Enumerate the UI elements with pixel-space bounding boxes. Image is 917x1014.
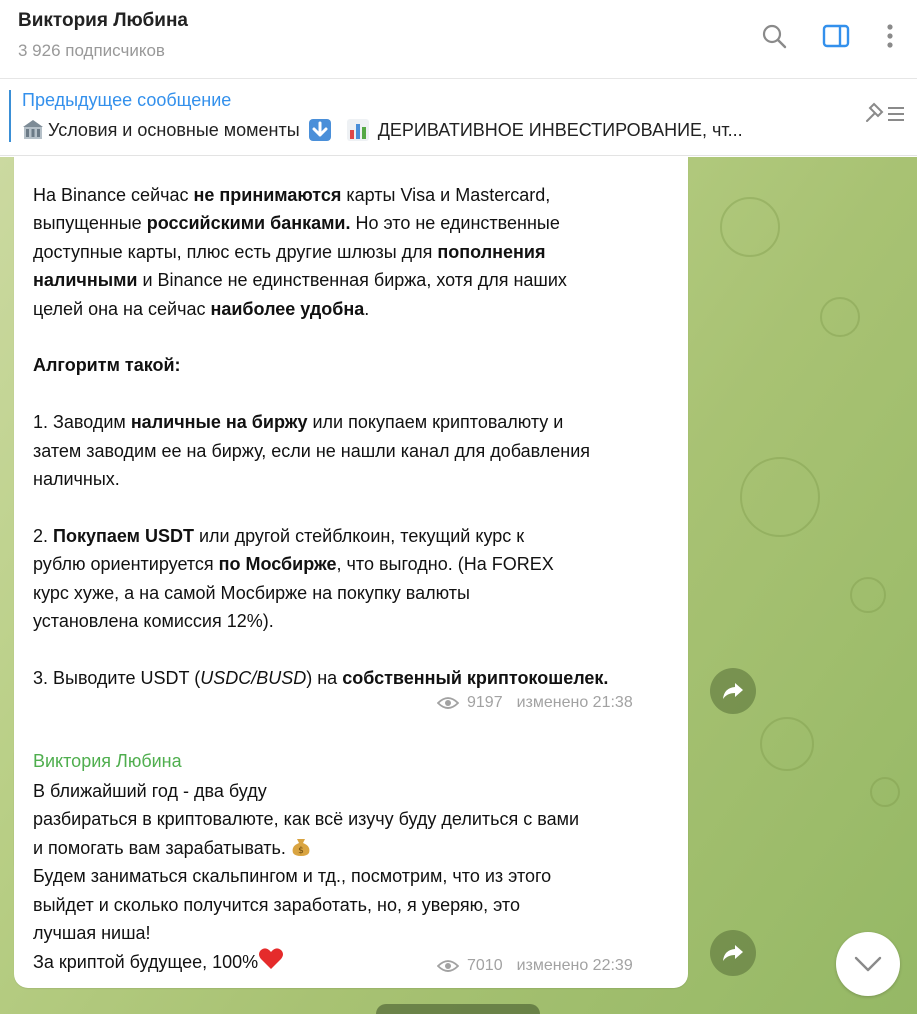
text-segment: Будем заниматься скальпингом и тд., посмотрим, что из этого bbox=[33, 866, 552, 887]
text-segment: или другой стейблкоин, текущий курс к bbox=[193, 525, 525, 546]
text-segment: За криптой будущее, 100% bbox=[33, 952, 259, 973]
message-text bbox=[33, 777, 579, 977]
message-line bbox=[33, 522, 608, 550]
sidebar-toggle-icon bbox=[822, 24, 850, 48]
bold-text: по Мосбирже bbox=[218, 554, 337, 575]
channel-title[interactable]: Виктория Любина bbox=[18, 10, 188, 31]
text-segment: лучшая ниша! bbox=[33, 923, 151, 944]
text-segment: карты Visa и Mastercard, bbox=[341, 185, 551, 205]
search-button[interactable] bbox=[756, 18, 792, 54]
text-segment: выпущенные bbox=[33, 213, 147, 234]
bold-text: наличные на биржу bbox=[130, 412, 308, 433]
pin-list-icon[interactable] bbox=[864, 100, 908, 128]
bold-text: наиболее удобна bbox=[210, 298, 365, 319]
message-line bbox=[33, 437, 608, 465]
message-line bbox=[33, 891, 579, 919]
scroll-to-bottom-button[interactable] bbox=[836, 932, 900, 996]
more-menu-button[interactable] bbox=[872, 18, 908, 54]
message-line bbox=[33, 209, 608, 237]
message-line bbox=[33, 295, 608, 323]
message-line bbox=[33, 777, 579, 805]
text-segment: рублю ориентируется bbox=[33, 554, 219, 575]
wallpaper-doodle bbox=[850, 577, 886, 613]
message-meta bbox=[437, 694, 633, 712]
text-segment: . bbox=[364, 298, 370, 319]
text-segment: доступные карты, плюс есть другие шлюзы для bbox=[33, 241, 438, 262]
edited-time: изменено 22:39 bbox=[516, 957, 633, 974]
message-line bbox=[33, 351, 608, 379]
red-heart-emoji-icon bbox=[258, 947, 284, 971]
wallpaper-doodle bbox=[820, 297, 860, 337]
wallpaper-doodle bbox=[740, 457, 820, 537]
text-segment: и Binance не единственная биржа, хотя для наших bbox=[137, 270, 567, 291]
message-text bbox=[33, 181, 608, 692]
bold-text: собственный криптокошелек. bbox=[342, 667, 609, 688]
blank-line bbox=[33, 636, 608, 664]
text-segment: , что выгодно. (На FOREX bbox=[336, 554, 554, 575]
svg-text:$: $ bbox=[298, 845, 304, 856]
search-icon bbox=[761, 23, 787, 49]
text-segment: Но это не единственные bbox=[350, 213, 560, 234]
pinned-text bbox=[22, 118, 842, 142]
message-line bbox=[33, 919, 579, 947]
text-segment: В ближайший год - два буду bbox=[33, 781, 267, 801]
text-segment: или покупаем криптовалюту и bbox=[307, 412, 564, 433]
message-line bbox=[33, 266, 608, 294]
eye-icon bbox=[437, 959, 459, 973]
share-arrow-icon bbox=[722, 682, 744, 700]
text-segment: и помогать вам зарабатывать. bbox=[33, 837, 286, 858]
pinned-message-bar[interactable] bbox=[0, 80, 917, 156]
bold-text: пополнения bbox=[437, 241, 546, 262]
text-segment: ) на bbox=[306, 667, 343, 688]
money-bag-emoji-icon bbox=[290, 835, 312, 857]
text-segment: 2. bbox=[33, 525, 54, 546]
blank-line bbox=[33, 323, 608, 351]
sidebar-toggle-button[interactable] bbox=[818, 18, 854, 54]
wallpaper-doodle bbox=[760, 717, 814, 771]
view-count: 7010 bbox=[467, 957, 503, 974]
chat-header[interactable] bbox=[0, 0, 917, 79]
pinned-text-part1: Условия и основные моменты bbox=[48, 119, 300, 140]
share-button[interactable] bbox=[710, 668, 756, 714]
down-arrow-emoji-icon bbox=[308, 118, 332, 142]
message-line bbox=[33, 664, 608, 692]
pinned-title: Предыдущее сообщение bbox=[22, 90, 232, 110]
text-segment: установлена комиссия 12%). bbox=[33, 611, 274, 632]
message-line bbox=[33, 550, 608, 578]
message-line bbox=[33, 238, 608, 266]
more-vertical-icon bbox=[886, 23, 894, 49]
eye-icon bbox=[437, 696, 459, 710]
view-count: 9197 bbox=[467, 694, 503, 711]
bold-text: наличными bbox=[33, 270, 138, 291]
share-button[interactable] bbox=[710, 930, 756, 976]
wallpaper-doodle bbox=[870, 777, 900, 807]
text-segment: 1. Заводим bbox=[33, 412, 131, 433]
text-segment: затем заводим ее на биржу, если не нашли канал для добавления bbox=[33, 440, 591, 461]
message-line bbox=[33, 579, 608, 607]
bank-emoji-icon bbox=[22, 119, 44, 141]
message-line bbox=[33, 181, 608, 209]
message-line bbox=[33, 862, 579, 890]
message-meta bbox=[437, 957, 633, 975]
text-segment: курс хуже, а на самой Мосбирже на покупку валюты bbox=[33, 582, 470, 603]
share-arrow-icon bbox=[722, 944, 744, 962]
pinned-text-part2: ДЕРИВАТИВНОЕ ИНВЕСТИРОВАНИЕ, чт... bbox=[377, 119, 743, 140]
message-line bbox=[33, 805, 579, 833]
chevron-down-icon bbox=[854, 956, 882, 972]
text-segment: наличных. bbox=[33, 469, 120, 490]
wallpaper-doodle bbox=[720, 197, 780, 257]
bold-text: Покупаем USDT bbox=[53, 525, 194, 546]
text-segment: 3. Выводите USDT ( bbox=[33, 667, 201, 688]
message-line bbox=[33, 834, 579, 862]
blank-line bbox=[33, 493, 608, 521]
bar-chart-emoji-icon bbox=[346, 118, 370, 142]
text-segment: разбираться в криптовалюте, как всё изучу буду делиться с вами bbox=[33, 809, 580, 830]
text-segment: На Binance сейчас bbox=[33, 185, 194, 205]
italic-text: USDC/BUSD bbox=[200, 667, 307, 688]
message-line bbox=[33, 607, 608, 635]
date-pill bbox=[376, 1004, 540, 1014]
message-line bbox=[33, 465, 608, 493]
text-segment: целей она на сейчас bbox=[33, 298, 211, 319]
bold-text: российскими банками. bbox=[146, 213, 351, 234]
message-line bbox=[33, 408, 608, 436]
bold-text: не принимаются bbox=[193, 185, 342, 205]
pinned-accent-line bbox=[9, 90, 11, 142]
message-author[interactable]: Виктория Любина bbox=[33, 751, 182, 771]
subscriber-count: 3 926 подписчиков bbox=[18, 41, 165, 60]
edited-time: изменено 21:38 bbox=[516, 694, 633, 711]
blank-line bbox=[33, 380, 608, 408]
algorithm-heading: Алгоритм такой: bbox=[33, 355, 181, 376]
chat-area[interactable] bbox=[0, 157, 917, 1014]
text-segment: выйдет и сколько получится заработать, но, я уверяю, это bbox=[33, 894, 520, 915]
